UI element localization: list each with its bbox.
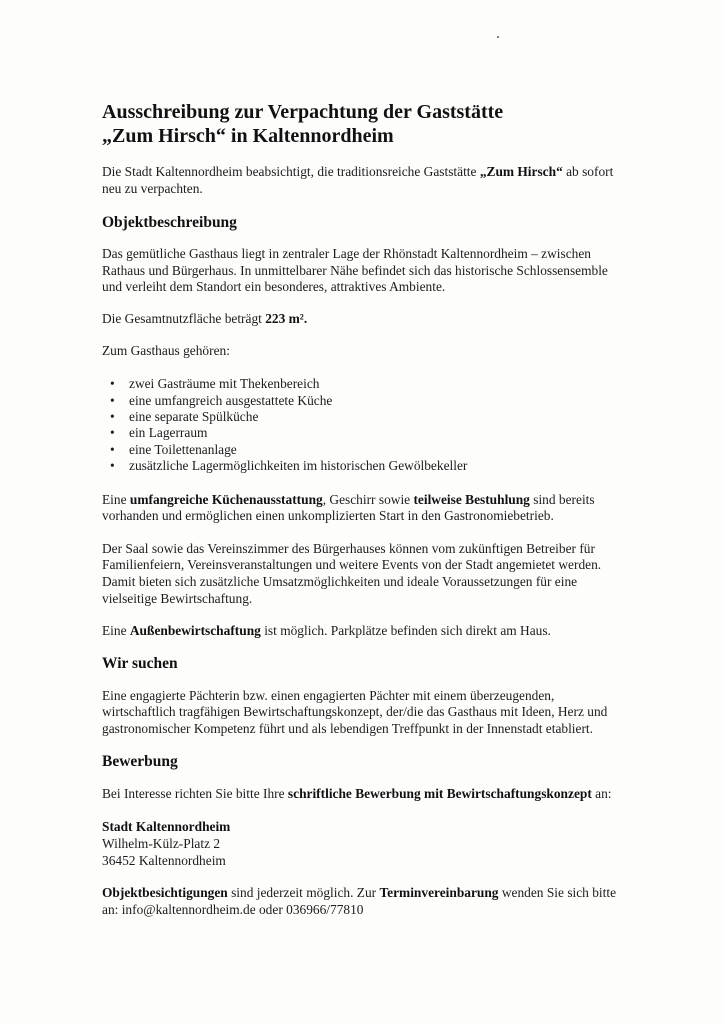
application-paragraph bbox=[102, 786, 622, 803]
area-text: Die Gesamtnutzfläche beträgt bbox=[102, 310, 266, 326]
area-value: 223 m². bbox=[265, 310, 308, 326]
search-paragraph: Eine engagierte Pächterin bzw. einen engagierten Pächter mit einem überzeugenden, wirtschaftlich tragfähigen Bewirtschaftungskonzept, der/die das Gasthaus mit Ideen, Herz und gastronomischer Kompetenz führt und als lebendigen Treffpunkt in der Innenstadt etabliert. bbox=[102, 687, 608, 736]
address-city: 36452 Kaltennordheim bbox=[102, 853, 226, 869]
intro-text: Die Stadt Kaltennordheim beabsichtigt, die traditionsreiche Gaststätte bbox=[102, 164, 480, 179]
heading-objektbeschreibung: Objektbeschreibung bbox=[102, 214, 237, 232]
page-title bbox=[102, 100, 622, 148]
application-text-2: an: bbox=[591, 785, 612, 801]
list-item bbox=[110, 458, 622, 474]
list-intro: Zum Gasthaus gehören: bbox=[102, 342, 230, 358]
list-item-text: eine Toilettenanlage bbox=[129, 441, 237, 457]
bullet-icon: • bbox=[110, 458, 115, 474]
intro-bold-name: „Zum Hirsch“ bbox=[479, 164, 563, 179]
heading-bewerbung: Bewerbung bbox=[102, 752, 178, 770]
list-item bbox=[110, 441, 622, 458]
application-text-1: Bei Interesse richten Sie bitte Ihre bbox=[102, 785, 288, 801]
list-item-text: eine separate Spülküche bbox=[129, 408, 259, 424]
outdoor-text-1: Eine bbox=[102, 623, 130, 639]
list-item-text: ein Lagerraum bbox=[129, 425, 208, 441]
intro-paragraph bbox=[102, 164, 622, 197]
facilities-list bbox=[102, 376, 622, 474]
bullet-icon: • bbox=[110, 408, 115, 424]
kitchen-text-3: sind bereits vorhanden und ermöglichen einen unkomplizierten Start in den Gastronomiebetrieb. bbox=[102, 491, 595, 524]
area-paragraph bbox=[102, 311, 622, 328]
application-bold: schriftliche Bewerbung mit Bewirtschaftungskonzept bbox=[287, 785, 592, 801]
closing-bold-2: Terminvereinbarung bbox=[379, 885, 499, 901]
list-item bbox=[110, 392, 622, 409]
scan-speck bbox=[497, 36, 499, 38]
closing-text-1: sind jederzeit möglich. Zur bbox=[227, 885, 380, 901]
list-item-text: zusätzliche Lagermöglichkeiten im historischen Gewölbekeller bbox=[129, 458, 468, 474]
closing-paragraph bbox=[102, 885, 622, 918]
kitchen-text-1: Eine bbox=[102, 491, 130, 507]
heading-wir-suchen: Wir suchen bbox=[102, 654, 178, 672]
address-block bbox=[102, 818, 622, 869]
title-line-2: „Zum Hirsch“ in Kaltennordheim bbox=[102, 125, 394, 147]
list-item bbox=[110, 408, 622, 425]
list-item bbox=[110, 425, 622, 441]
list-item bbox=[110, 376, 622, 392]
title-line-1: Ausschreibung zur Verpachtung der Gaststätte bbox=[102, 101, 504, 123]
location-paragraph: Das gemütliche Gasthaus liegt in zentraler Lage der Rhönstadt Kaltennordheim – zwischen Rathaus und Bürgerhaus. In unmittelbarer Nähe befindet sich das historische Schlossensemble und verleiht dem Standort ein besonderes, attraktives Ambiente. bbox=[102, 246, 608, 295]
intro-text-end: ab sofort neu zu verpachten. bbox=[102, 164, 614, 196]
list-item-text: eine umfangreich ausgestattete Küche bbox=[129, 392, 333, 408]
bullet-icon: • bbox=[110, 441, 115, 457]
outdoor-text-2: ist möglich. Parkplätze befinden sich direkt am Haus. bbox=[260, 623, 551, 639]
kitchen-bold-1: umfangreiche Küchenausstattung bbox=[129, 491, 323, 507]
address-street: Wilhelm-Külz-Platz 2 bbox=[102, 836, 221, 852]
saal-paragraph: Der Saal sowie das Vereinszimmer des Bürgerhauses können vom zukünftigen Betreiber für Familienfeiern, Vereinsveranstaltungen und weitere Events von der Stadt angemietet werden. Damit bieten sich zusätzliche Umsatzmöglichkeiten und ideale Voraussetzungen für eine vielseitige Bewirtschaftung. bbox=[102, 540, 602, 606]
bullet-icon: • bbox=[110, 425, 115, 441]
outdoor-paragraph bbox=[102, 623, 622, 640]
list-item-text: zwei Gasträume mit Thekenbereich bbox=[129, 376, 320, 392]
bullet-icon: • bbox=[110, 392, 115, 408]
document-content bbox=[102, 100, 622, 918]
bullet-icon: • bbox=[110, 376, 115, 392]
closing-bold-1: Objektbesichtigungen bbox=[102, 885, 228, 901]
address-name-text: Stadt Kaltennordheim bbox=[102, 819, 231, 835]
outdoor-bold: Außenbewirtschaftung bbox=[129, 623, 261, 639]
closing-text-2: wenden Sie sich bitte an: info@kaltennordheim.de oder 036966/77810 bbox=[102, 885, 617, 917]
kitchen-bold-2: teilweise Bestuhlung bbox=[413, 491, 530, 507]
kitchen-text-2: , Geschirr sowie bbox=[322, 491, 414, 507]
kitchen-paragraph bbox=[102, 492, 622, 525]
address-name bbox=[102, 818, 622, 835]
